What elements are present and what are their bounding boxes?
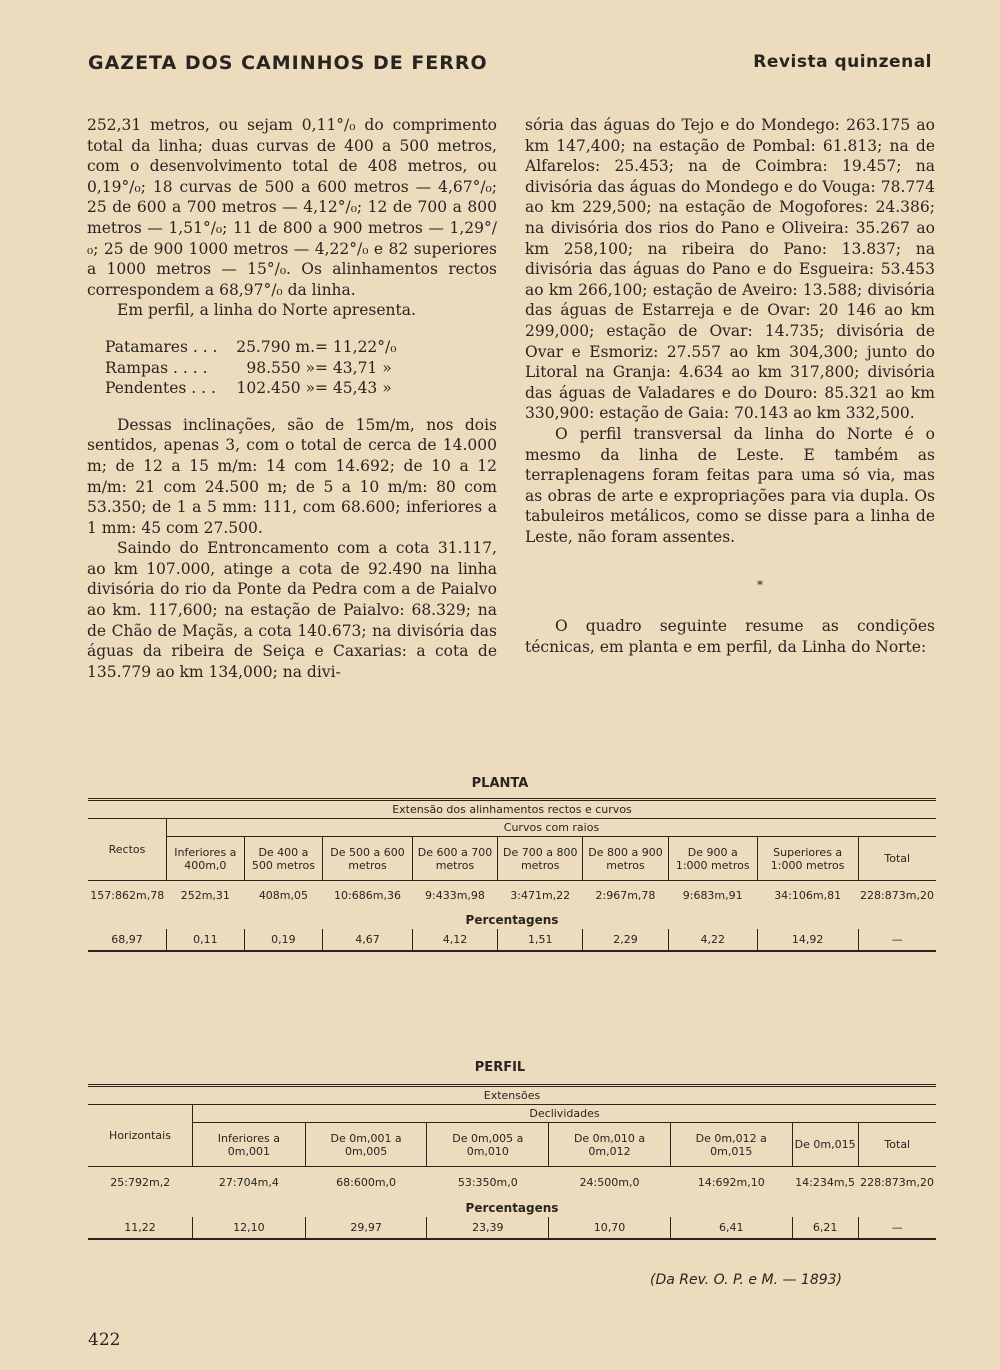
planta-col-header: De 700 a 800 metros [498,837,583,881]
planta-col-header: De 600 a 700 metros [412,837,497,881]
planta-value: 34:106m,81 [774,889,842,903]
perfil-pct: — [858,1217,936,1239]
page-number: 422 [88,1330,121,1350]
perfil-value: 25.790 m. [236,337,315,356]
paragraph: O perfil transversal da linha do Norte é o mesmo da linha de Leste. E também as terraplenagens foram feitas para uma só via, mas as obras de arte e expropriações para via dupla. Os tabuleiros metálicos, como se disse para a linha de Leste, não foram assentes. [525,424,935,546]
perfil-label: Rampas . . . . [105,358,208,377]
perfil-pct: = 11,22°/₀ [315,337,397,356]
perfil-pct: 11,22 [124,1220,156,1234]
left-column [87,115,497,682]
perfil-label: Pendentes . . . [105,379,216,398]
paragraph: sória das águas do Tejo e do Mondego: 263.175 ao km 147,400; na estação de Pombal: 61.813; na de Alfarelos: 25.453; na de Coimbra: 19.457; na divisória das águas do Mondego e do Vouga: 78.774 ao km 229,500; na estação de Mogofores: 24.386; na divisória dos rios do Pano e Oliveira: 35.267 ao km 258,100; na ribeira do Pano: 13.837; na divisória das águas do Pano e do Esgueira: 53.453 ao km 266,100; estação de Aveiro: 13.588; divisória das águas de Estarreja e de Ovar: 20 146 ao km 299,000; estação de Ovar: 14.735; divisória de Ovar e Esmoriz: 27.557 ao km 304,300; junto do Litoral na Granja: 4.634 ao km 317,800; divisória das águas de Valadares e do Douro: 85.321 ao km 330,900: estação de Gaia: 70.143 ao km 332,500. [525,116,935,423]
paragraph: O quadro seguinte resume as condições técnicas, em planta e em perfil, da Linha do Norte: [525,617,935,656]
perfil-pct: 6,21 [792,1217,858,1239]
planta-value: 157:862m,78 [90,889,165,903]
planta-col-header: De 800 a 900 metros [583,837,668,881]
planta-value: 10:686m,36 [334,889,401,903]
perfil-value: 25:792m,2 [110,1176,171,1190]
perfil-total-header: Total [858,1123,936,1167]
perfil-row [105,337,497,358]
rectos-header: Rectos [88,819,167,881]
planta-col-header: De 400 a 500 metros [244,837,323,881]
planta-col-header: De 900 a 1:000 metros [668,837,757,881]
perfil-col-header: Inferiores a 0m,001 [193,1123,306,1167]
planta-total-header: Total [858,837,936,881]
perfil-pct: = 45,43 » [315,379,392,398]
paragraph: Em perfil, a linha do Norte apresenta. [117,301,416,320]
planta-group-header: Extensão dos alinhamentos rectos e curvos [88,800,936,819]
source-citation: (Da Rev. O. P. e M. — 1893) [650,1272,843,1288]
perfil-label: Patamares . . . [105,337,218,356]
perfil-table [88,1084,936,1240]
right-column [525,115,935,657]
planta-col-header: Superiores a 1:000 metros [757,837,858,881]
perfil-col-header: De 0m,012 a 0m,015 [670,1123,792,1167]
perfil-total-value: 228:873m,20 [860,1176,934,1190]
planta-subgroup-header: Curvos com raios [167,819,937,837]
perfil-group-header: Extensões [88,1086,936,1105]
planta-pct: 0,19 [244,929,323,951]
perfil-pct: = 43,71 » [315,358,392,377]
planta-total-value: 228:873m,20 [860,889,934,903]
perfil-pct: 6,41 [670,1217,792,1239]
perfil-value: 24:500m,0 [579,1176,640,1190]
perfil-row [105,378,497,399]
paragraph: 252,31 metros, ou sejam 0,11°/₀ do comprimento total da linha; duas curvas de 400 a 500 metros, com o desenvolvimento total de 408 metros, ou 0,19°/₀; 18 curvas de 500 a 600 metros — 4,67°/₀; 25 de 600 a 700 metros — 4,12°/₀; 12 de 700 a 800 metros — 1,51°/₀; 11 de 800 a 900 metros — 1,29°/₀; 25 de 900 1000 metros — 4,22°/₀ e 82 superiores a 1000 metros — 15°/₀. Os alinhamentos rectos correspondem a 68,97°/₀ da linha. [87,116,497,299]
planta-pct: 0,11 [167,929,245,951]
journal-subtitle: Revista quinzenal [753,52,932,72]
perfil-subgroup-header: Declividades [193,1105,937,1123]
planta-col-header: Inferiores a 400m,0 [167,837,245,881]
horizontais-header: Horizontais [88,1105,193,1167]
planta-pct: 1,51 [498,929,583,951]
planta-value: 3:471m,22 [510,889,571,903]
perfil-value: 53:350m,0 [457,1176,518,1190]
planta-pct: 2,29 [583,929,668,951]
planta-pct: 4,22 [668,929,757,951]
planta-value: 252m,31 [180,889,230,903]
perfil-pct: 12,10 [193,1217,306,1239]
perfil-pct: 10,70 [549,1217,671,1239]
planta-value: 2:967m,78 [595,889,656,903]
planta-pct: 4,67 [323,929,413,951]
perfil-col-header: De 0m,015 [792,1123,858,1167]
paragraph: Dessas inclinações, são de 15m/m, nos dois sentidos, apenas 3, com o total de cerca de 14.000 m; de 12 a 15 m/m: 14 com 14.692; de 10 a 12 m/m: 21 com 24.500 m; de 5 a 10 m/m: 80 com 53.350; de 1 a 5 mm: 111, com 68.600; inferiores a 1 mm: 45 com 27.500. [87,415,497,537]
perfil-value: 27:704m,4 [218,1176,279,1190]
perfil-list [105,337,497,399]
planta-pct-label: Percentagens [465,912,559,927]
perfil-col-header: De 0m,010 a 0m,012 [549,1123,671,1167]
section-separator: * [757,578,763,593]
perfil-value: 102.450 » [236,379,315,398]
perfil-pct-label: Percentagens [465,1200,559,1215]
perfil-pct: 23,39 [427,1217,549,1239]
perfil-value: 14:234m,5 [795,1176,856,1190]
planta-table [88,798,936,952]
perfil-title: PERFIL [474,1060,526,1075]
perfil-row [105,358,497,379]
planta-value: 9:683m,91 [682,889,743,903]
planta-col-header: De 500 a 600 metros [323,837,413,881]
planta-pct: 4,12 [412,929,497,951]
planta-pct: 68,97 [111,932,143,946]
planta-pct: 14,92 [757,929,858,951]
perfil-col-header: De 0m,005 a 0m,010 [427,1123,549,1167]
perfil-value: 68:600m,0 [336,1176,397,1190]
perfil-pct: 29,97 [305,1217,427,1239]
perfil-col-header: De 0m,001 a 0m,005 [305,1123,427,1167]
paragraph: Saindo do Entroncamento com a cota 31.117, ao km 107.000, atinge a cota de 92.490 na linha divisória do rio da Ponte da Pedra com a de Paialvo ao km. 117,600; na estação de Paialvo: 68.329; na de Chão de Maçãs, a cota 140.673; na divisória das águas da ribeira de Seiça e Caxarias: a cota de 135.779 ao km 134,000; na divi- [87,539,497,681]
planta-title: PLANTA [471,776,529,791]
planta-pct: — [858,929,936,951]
planta-value: 408m,05 [258,889,309,903]
perfil-value: 98.550 » [246,358,315,377]
perfil-value: 14:692m,10 [697,1176,765,1190]
journal-title: GAZETA DOS CAMINHOS DE FERRO [88,52,488,74]
planta-value: 9:433m,98 [425,889,485,903]
